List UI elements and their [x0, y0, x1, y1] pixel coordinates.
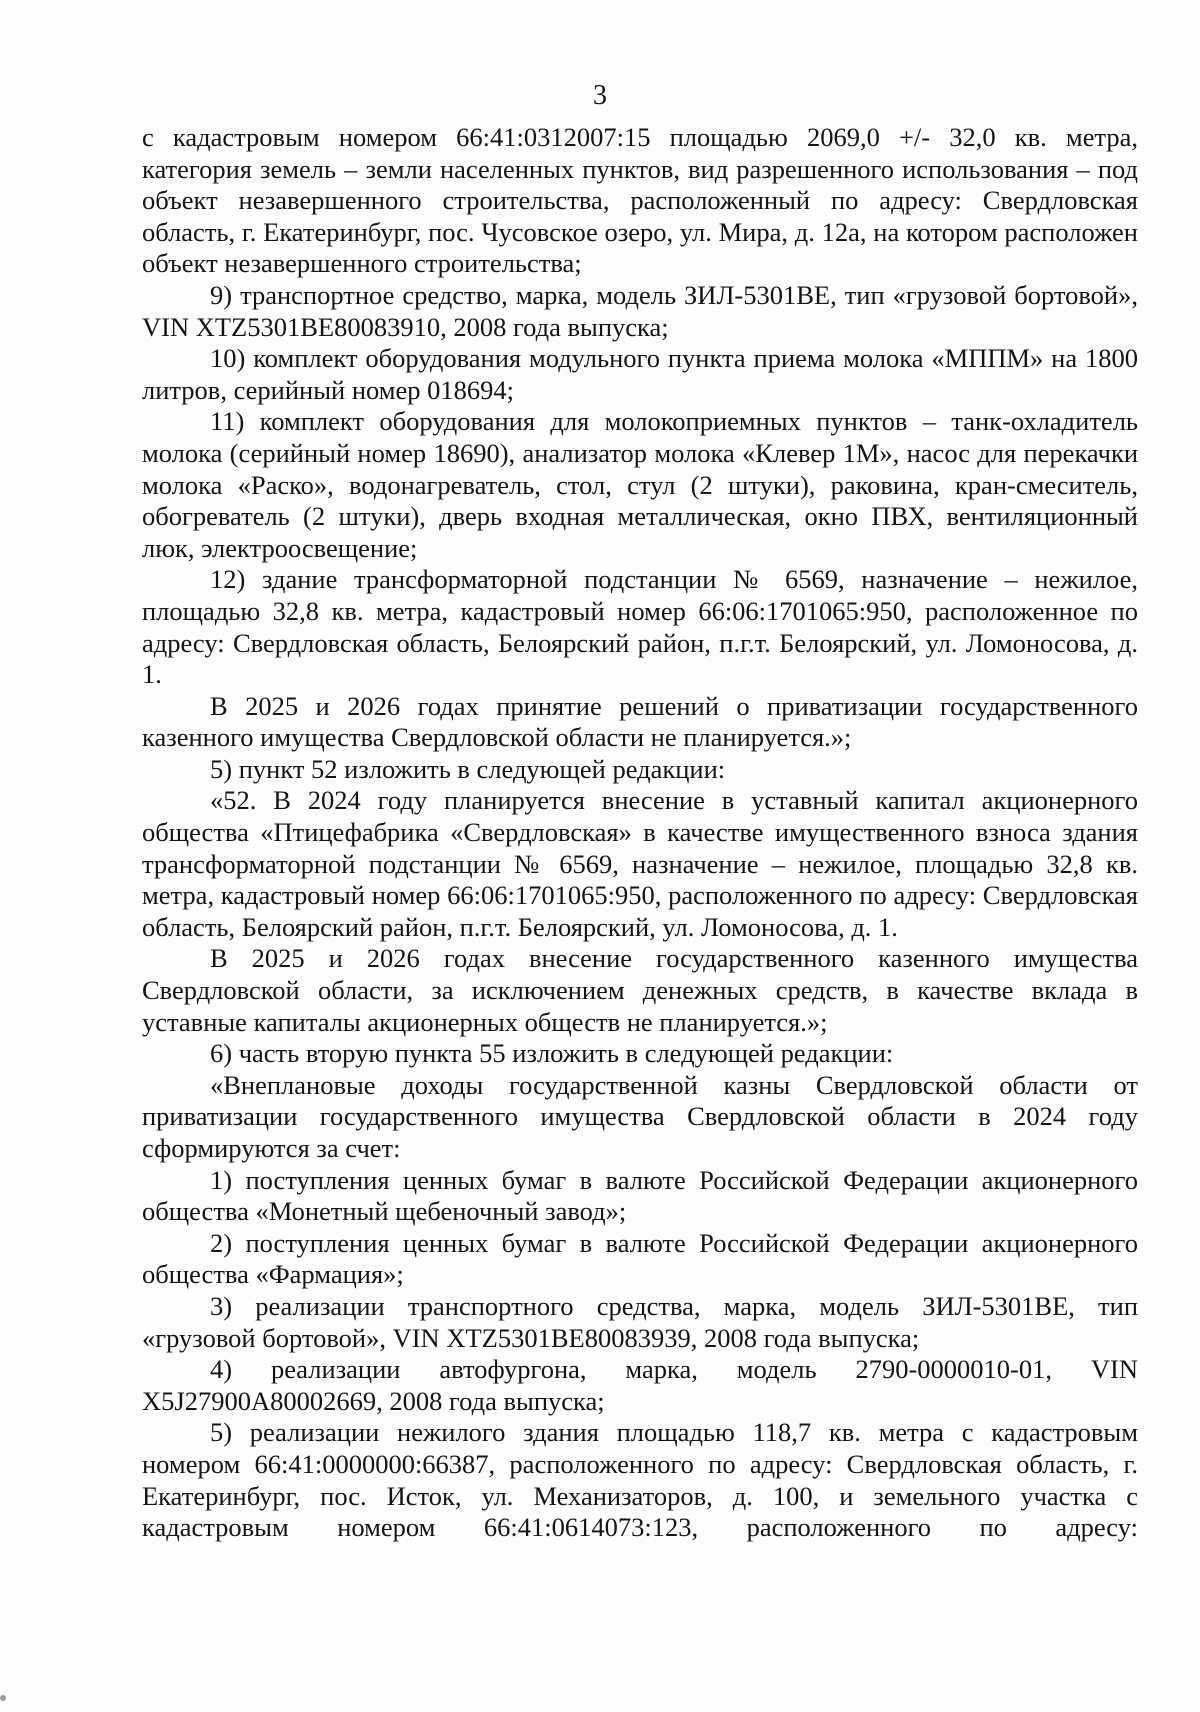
document-body — [142, 122, 1138, 1544]
paragraph-privatization-2025-2026: В 2025 и 2026 годах принятие решений о приватизации государственного казенного имущества Свердловской области не планируется.»; — [142, 690, 1138, 753]
paragraph-income-item-3: 3) реализации транспортного средства, марка, модель ЗИЛ-5301ВЕ, тип «грузовой бортовой», VIN XTZ5301BE80083939, 2008 года выпуска; — [142, 1290, 1138, 1353]
paragraph-unplanned-income: «Внеплановые доходы государственной казны Свердловской области от приватизации государственного имущества Свердловской области в 2024 году сформируются за счет: — [142, 1069, 1138, 1163]
paragraph-income-item-2: 2) поступления ценных бумаг в валюте Российской Федерации акционерного общества «Фармация»; — [142, 1227, 1138, 1290]
paragraph-item-11: 11) комплект оборудования для молокоприемных пунктов – танк-охладитель молока (серийный номер 18690), анализатор молока «Клевер 1М», насос для перекачки молока «Раско», водонагреватель, стол, стул (2 штуки), раковина, кран-смеситель, обогреватель (2 штуки), дверь входная металлическая, окно ПВХ, вентиляционный люк, электроосвещение; — [142, 406, 1138, 563]
paragraph-contribution-2025-2026: В 2025 и 2026 годах внесение государственного казенного имущества Свердловской области, за исключением денежных средств, в качестве вклада в уставные капиталы акционерных обществ не планируется.»; — [142, 943, 1138, 1037]
paragraph-item-12: 12) здание трансформаторной подстанции № 6569, назначение – нежилое, площадью 32,8 кв. метра, кадастровый номер 66:06:1701065:950, расположенное по адресу: Свердловская область, Белоярский район, п.г.т. Белоярский, ул. Ломоносова, д. 1. — [142, 564, 1138, 690]
paragraph-point-52: «52. В 2024 году планируется внесение в уставный капитал акционерного общества «Птицефабрика «Свердловская» в качестве имущественного взноса здания трансформаторной подстанции № 6569, назначение – нежилое, площадью 32,8 кв. метра, кадастровый номер 66:06:1701065:950, расположенного по адресу: Свердловская область, Белоярский район, п.г.т. Белоярский, ул. Ломоносова, д. 1. — [142, 785, 1138, 942]
paragraph-amendment-5: 5) пункт 52 изложить в следующей редакции: — [210, 753, 726, 784]
paragraph-income-item-5: 5) реализации нежилого здания площадью 118,7 кв. метра с кадастровым номером 66:41:0000000:66387, расположенного по адресу: Свердловская область, г. Екатеринбург, пос. Исток, ул. Механизаторов, д. 100, и земельного участка с кадастровым номером 66:41:0614073:123, расположенного по адресу: — [142, 1417, 1138, 1543]
scan-artifact — [0, 1695, 6, 1701]
paragraph-item-9: 9) транспортное средство, марка, модель ЗИЛ-5301ВЕ, тип «грузовой бортовой», VIN XTZ5301BE80083910, 2008 года выпуска; — [142, 279, 1138, 342]
paragraph-income-item-1: 1) поступления ценных бумаг в валюте Российской Федерации акционерного общества «Монетный щебеночный завод»; — [142, 1164, 1138, 1227]
paragraph-income-item-4: 4) реализации автофургона, марка, модель 2790-0000010-01, VIN X5J27900A80002669, 2008 года выпуска; — [142, 1354, 1138, 1416]
paragraph-continuation: с кадастровым номером 66:41:0312007:15 площадью 2069,0 +/- 32,0 кв. метра, категория земель – земли населенных пунктов, вид разрешенного использования – под объект незавершенного строительства, расположенный по адресу: Свердловская область, г. Екатеринбург, пос. Чусовское озеро, ул. Мира, д. 12а, на котором расположен объект незавершенного строительства; — [142, 122, 1138, 279]
paragraph-item-10: 10) комплект оборудования модульного пункта приема молока «МППМ» на 1800 литров, серийный номер 018694; — [142, 343, 1138, 405]
paragraph-amendment-6: 6) часть вторую пункта 55 изложить в следующей редакции: — [210, 1038, 894, 1069]
page-number: 3 — [593, 80, 607, 111]
